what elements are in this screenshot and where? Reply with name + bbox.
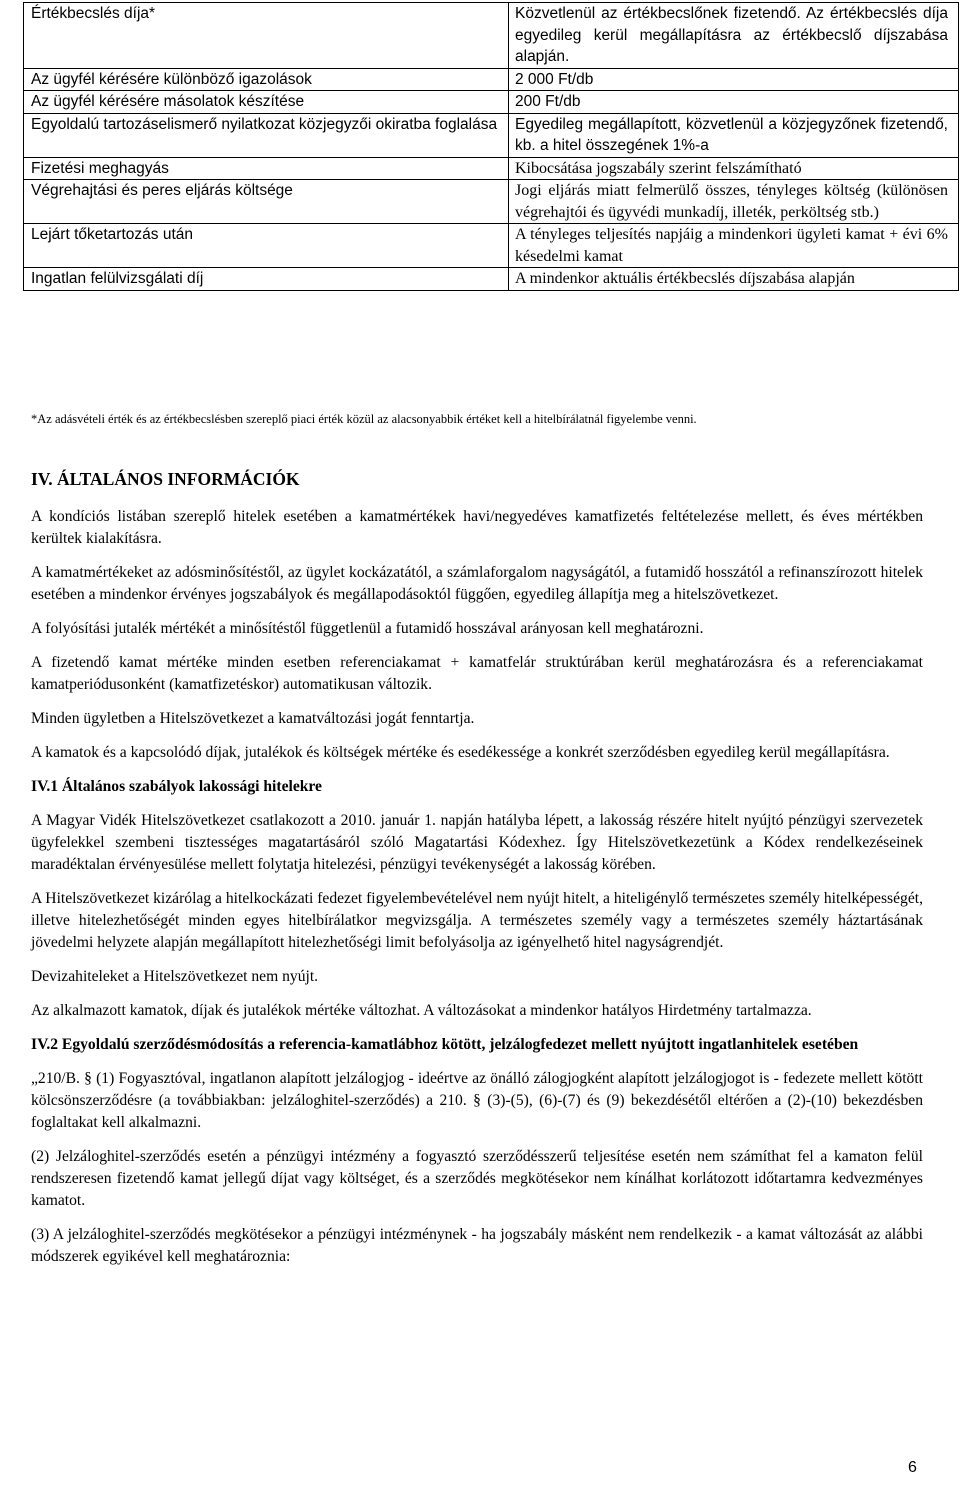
main-content [31,466,923,1280]
fee-label: Lejárt tőketartozás után [24,224,509,268]
table-row [24,68,959,91]
fee-value: 200 Ft/db [509,91,959,114]
page-number: 6 [908,1459,917,1476]
paragraph: „210/B. § (1) Fogyasztóval, ingatlanon alapított jelzálogjog - ideértve az önálló zálogjogként alapított jelzálogjogot is - fedezete mellett kötött kölcsönszerződésre (a továbbiakban: jelzáloghitel-szerződés) a 210. § (3)-(5), (6)-(7) és (9) bekezdésétől eltérően a (2)-(10) bekezdésben foglaltakat kell alkalmazni. [31,1070,923,1131]
paragraph: A Magyar Vidék Hitelszövetkezet csatlakozott a 2010. január 1. napján hatályba lépett, a lakosság részére hitelt nyújtó pénzügyi szervezetek ügyfelekkel szembeni tisztességes magatartásáról szóló Magatartási Kódexhez. Így Hitelszövetkezetünk a Kódex rendelkezéseinek maradéktalan érvényesülése mellett folytatja hitelezési, pénzügyi tevékenységét a lakosság körében. [31,812,923,873]
paragraph: A fizetendő kamat mértéke minden esetben referenciakamat + kamatfelár struktúrában kerül meghatározásra és a referenciakamat kamatperiódusonként (kamatfizetéskor) automatikusan változik. [31,654,923,693]
fee-value: Egyedileg megállapított, közvetlenül a közjegyzőnek fizetendő, kb. a hitel összegének 1%-a [509,113,959,157]
paragraph: Az alkalmazott kamatok, díjak és jutalékok mértéke változhat. A változásokat a mindenkor hatályos Hirdetmény tartalmazza. [31,1002,812,1019]
fee-value: Közvetlenül az értékbecslőnek fizetendő. Az értékbecslés díja egyedileg kerül megállapításra az értékbecslő díjszabása alapján. [509,3,959,69]
fee-value: Kibocsátása jogszabály szerint felszámítható [509,157,959,180]
fee-value: A mindenkor aktuális értékbecslés díjszabása alapján [509,268,959,291]
fee-value: 2 000 Ft/db [509,68,959,91]
paragraph: (2) Jelzáloghitel-szerződés esetén a pénzügyi intézmény a fogyasztó szerződésszerű teljesítése esetén nem számíthat fel a kamaton felül rendszeresen fizetendő kamat jellegű díjat vagy költséget, és a szerződés megkötésekor nem kínálhat korlátozott időtartamra kedvezményes kamatot. [31,1148,923,1209]
paragraph: A kamatok és a kapcsolódó díjak, jutalékok és költségek mértéke és esedékessége a konkrét szerződésben egyedileg kerül megállapításra. [31,744,890,761]
fee-label: Végrehajtási és peres eljárás költsége [24,180,509,224]
table-row [24,180,959,224]
fee-table [23,2,959,291]
fee-label: Ingatlan felülvizsgálati díj [24,268,509,291]
fee-label: Fizetési meghagyás [24,157,509,180]
fee-value: A tényleges teljesítés napjáig a mindenkori ügyleti kamat + évi 6% késedelmi kamat [509,224,959,268]
table-row [24,157,959,180]
table-row [24,3,959,69]
fee-value: Jogi eljárás miatt felmerülő összes, tényleges költség (különösen végrehajtói és ügyvédi munkadíj, illeték, perköltség stb.) [509,180,959,224]
table-row [24,91,959,114]
fee-label: Az ügyfél kérésére másolatok készítése [24,91,509,114]
section-heading: IV. ÁLTALÁNOS INFORMÁCIÓK [31,469,300,489]
paragraph: A kamatmértékeket az adósminősítéstől, az ügylet kockázatától, a számlaforgalom nagyságától, a futamidő hosszától a refinanszírozott hitelek esetében a mindenkor érvényes jogszabályok és megállapodásoktól függően, egyedileg állapítja meg a hitelszövetkezet. [31,564,923,603]
fee-label: Értékbecslés díja* [24,3,509,69]
subsection-heading: IV.1 Általános szabályok lakossági hitelekre [31,778,322,795]
table-row [24,113,959,157]
table-row [24,268,959,291]
fee-label: Egyoldalú tartozáselismerő nyilatkozat közjegyzői okiratba foglalása [24,113,509,157]
paragraph: A folyósítási jutalék mértékét a minősítéstől függetlenül a futamidő hosszával arányosan kell meghatározni. [31,620,704,637]
paragraph: Minden ügyletben a Hitelszövetkezet a kamatváltozási jogát fenntartja. [31,710,475,727]
table-footnote: *Az adásvételi érték és az értékbecslésben szereplő piaci érték közül az alacsonyabbik értéket kell a hitelbírálatnál figyelembe venni. [31,412,697,426]
subsection-heading: IV.2 Egyoldalú szerződésmódosítás a referencia-kamatlábhoz kötött, jelzálogfedezet mellett nyújtott ingatlanhitelek esetében [31,1036,859,1053]
paragraph: A Hitelszövetkezet kizárólag a hitelkockázati fedezet figyelembevételével nem nyújt hitelt, a hiteligénylő természetes személy hitelképességét, illetve hitelezhetőségét minden egyes hitelbírálatkor megvizsgálja. A természetes személy vagy a természetes személy háztartásának jövedelmi helyzete alapján megállapított hitelezhetőségi limit befolyásolja az igényelhető hitel nagyságrendjét. [31,890,923,951]
paragraph: (3) A jelzáloghitel-szerződés megkötésekor a pénzügyi intézménynek - ha jogszabály másként nem rendelkezik - a kamat változását az alábbi módszerek egyikével kell meghatároznia: [31,1226,923,1265]
paragraph: A kondíciós listában szereplő hitelek esetében a kamatmértékek havi/negyedéves kamatfizetés feltételezése mellett, és éves mértékben kerültek kialakításra. [31,508,923,547]
fee-label: Az ügyfél kérésére különböző igazolások [24,68,509,91]
paragraph: Devizahiteleket a Hitelszövetkezet nem nyújt. [31,968,319,985]
table-row [24,224,959,268]
